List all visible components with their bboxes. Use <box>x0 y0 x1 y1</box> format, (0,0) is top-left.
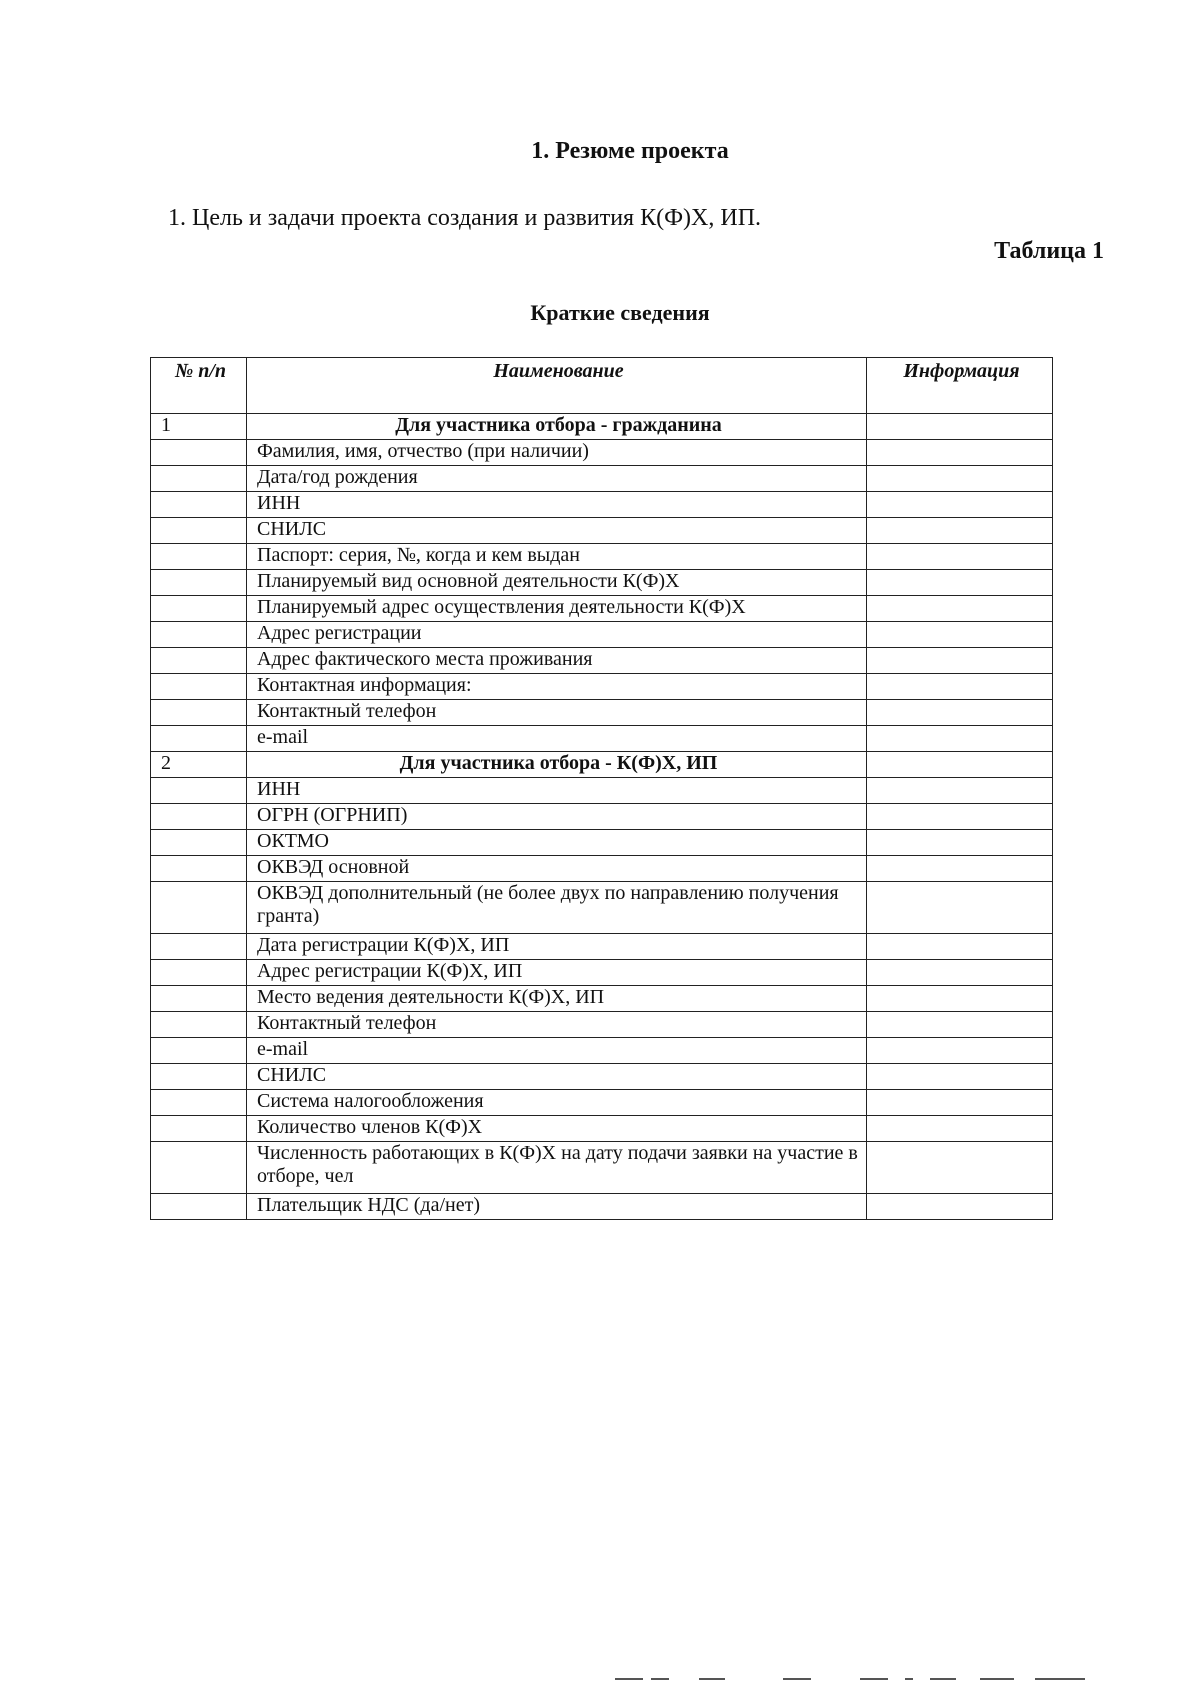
row-name-cell: ОКТМО <box>247 830 867 856</box>
table-row <box>151 570 1053 596</box>
info-cell[interactable] <box>867 804 1053 830</box>
info-cell[interactable] <box>867 752 1053 778</box>
info-cell[interactable] <box>867 778 1053 804</box>
info-cell[interactable] <box>867 414 1053 440</box>
row-number-cell <box>151 622 247 648</box>
row-number-cell <box>151 1142 247 1194</box>
group-number: 2 <box>151 752 247 778</box>
row-number-cell <box>151 986 247 1012</box>
row-number-cell <box>151 700 247 726</box>
info-cell[interactable] <box>867 1116 1053 1142</box>
row-name-cell: Контактный телефон <box>247 1012 867 1038</box>
table-row <box>151 960 1053 986</box>
header-info: Информация <box>867 358 1053 414</box>
row-number-cell <box>151 726 247 752</box>
table-row <box>151 856 1053 882</box>
info-cell[interactable] <box>867 700 1053 726</box>
row-number-cell <box>151 830 247 856</box>
table-row <box>151 1090 1053 1116</box>
table-label: Таблица 1 <box>994 238 1104 264</box>
row-name-cell: Фамилия, имя, отчество (при наличии) <box>247 440 867 466</box>
row-name-cell: Адрес регистрации К(Ф)Х, ИП <box>247 960 867 986</box>
table-row <box>151 518 1053 544</box>
summary-table <box>150 357 1053 1220</box>
row-number-cell <box>151 778 247 804</box>
info-cell[interactable] <box>867 622 1053 648</box>
row-name-cell: Дата/год рождения <box>247 466 867 492</box>
info-cell[interactable] <box>867 518 1053 544</box>
section-title: 1. Резюме проекта <box>531 138 729 164</box>
row-number-cell <box>151 440 247 466</box>
row-name-cell: e-mail <box>247 1038 867 1064</box>
info-cell[interactable] <box>867 1064 1053 1090</box>
info-cell[interactable] <box>867 440 1053 466</box>
table-row <box>151 674 1053 700</box>
goal-line: 1. Цель и задачи проекта создания и развития К(Ф)Х, ИП. <box>168 205 762 231</box>
row-number-cell <box>151 674 247 700</box>
info-cell[interactable] <box>867 1038 1053 1064</box>
table-row <box>151 986 1053 1012</box>
info-cell[interactable] <box>867 986 1053 1012</box>
table-row <box>151 778 1053 804</box>
row-name-cell: Количество членов К(Ф)Х <box>247 1116 867 1142</box>
table-row <box>151 544 1053 570</box>
info-cell[interactable] <box>867 674 1053 700</box>
scan-artifact-marks <box>615 1678 1085 1682</box>
row-name-cell: e-mail <box>247 726 867 752</box>
info-cell[interactable] <box>867 960 1053 986</box>
row-number-cell <box>151 882 247 934</box>
info-cell[interactable] <box>867 1142 1053 1194</box>
table-row <box>151 830 1053 856</box>
info-cell[interactable] <box>867 1012 1053 1038</box>
row-number-cell <box>151 492 247 518</box>
table-row <box>151 882 1053 934</box>
info-cell[interactable] <box>867 492 1053 518</box>
info-cell[interactable] <box>867 544 1053 570</box>
table-row <box>151 1038 1053 1064</box>
row-name-cell: Планируемый вид основной деятельности К(Ф)Х <box>247 570 867 596</box>
table-row <box>151 466 1053 492</box>
header-number: № п/п <box>151 358 247 414</box>
row-name-cell: Адрес регистрации <box>247 622 867 648</box>
row-name-cell: Контактная информация: <box>247 674 867 700</box>
table-row <box>151 1194 1053 1220</box>
info-cell[interactable] <box>867 726 1053 752</box>
info-cell[interactable] <box>867 648 1053 674</box>
row-name-cell: Плательщик НДС (да/нет) <box>247 1194 867 1220</box>
row-number-cell <box>151 466 247 492</box>
row-number-cell <box>151 570 247 596</box>
info-cell[interactable] <box>867 1090 1053 1116</box>
table-row <box>151 1012 1053 1038</box>
row-number-cell <box>151 1090 247 1116</box>
table-group-row <box>151 414 1053 440</box>
info-cell[interactable] <box>867 882 1053 934</box>
row-number-cell <box>151 544 247 570</box>
table-row <box>151 1116 1053 1142</box>
table-row <box>151 648 1053 674</box>
group-title: Для участника отбора - гражданина <box>247 414 867 440</box>
table-row <box>151 700 1053 726</box>
table-row <box>151 492 1053 518</box>
row-name-cell: ОГРН (ОГРНИП) <box>247 804 867 830</box>
table-row <box>151 934 1053 960</box>
row-name-cell: Контактный телефон <box>247 700 867 726</box>
group-number: 1 <box>151 414 247 440</box>
row-name-cell: Численность работающих в К(Ф)Х на дату подачи заявки на участие в отборе, чел <box>247 1142 867 1194</box>
row-number-cell <box>151 934 247 960</box>
table-group-row <box>151 752 1053 778</box>
row-name-cell: Паспорт: серия, №, когда и кем выдан <box>247 544 867 570</box>
row-number-cell <box>151 856 247 882</box>
row-name-cell: ОКВЭД основной <box>247 856 867 882</box>
row-name-cell: Дата регистрации К(Ф)Х, ИП <box>247 934 867 960</box>
info-cell[interactable] <box>867 856 1053 882</box>
info-cell[interactable] <box>867 934 1053 960</box>
row-name-cell: СНИЛС <box>247 518 867 544</box>
table-row <box>151 1064 1053 1090</box>
row-number-cell <box>151 804 247 830</box>
row-number-cell <box>151 1012 247 1038</box>
info-cell[interactable] <box>867 596 1053 622</box>
row-name-cell: Система налогообложения <box>247 1090 867 1116</box>
row-number-cell <box>151 1194 247 1220</box>
row-number-cell <box>151 648 247 674</box>
row-name-cell: Место ведения деятельности К(Ф)Х, ИП <box>247 986 867 1012</box>
table-row <box>151 596 1053 622</box>
row-name-cell: Планируемый адрес осуществления деятельности К(Ф)Х <box>247 596 867 622</box>
row-number-cell <box>151 1116 247 1142</box>
row-number-cell <box>151 1038 247 1064</box>
info-cell[interactable] <box>867 570 1053 596</box>
group-title: Для участника отбора - К(Ф)Х, ИП <box>247 752 867 778</box>
table-row <box>151 726 1053 752</box>
row-name-cell: Адрес фактического места проживания <box>247 648 867 674</box>
table-caption: Краткие сведения <box>530 300 710 325</box>
table-row <box>151 1142 1053 1194</box>
table-body <box>151 414 1053 1220</box>
table-header-row <box>151 358 1053 414</box>
info-cell[interactable] <box>867 1194 1053 1220</box>
table-row <box>151 440 1053 466</box>
info-cell[interactable] <box>867 830 1053 856</box>
row-name-cell: ИНН <box>247 492 867 518</box>
row-name-cell: ОКВЭД дополнительный (не более двух по направлению получения гранта) <box>247 882 867 934</box>
table-row <box>151 622 1053 648</box>
row-number-cell <box>151 596 247 622</box>
header-name: Наименование <box>247 358 867 414</box>
info-cell[interactable] <box>867 466 1053 492</box>
row-number-cell <box>151 1064 247 1090</box>
row-number-cell <box>151 960 247 986</box>
table-row <box>151 804 1053 830</box>
row-name-cell: СНИЛС <box>247 1064 867 1090</box>
row-name-cell: ИНН <box>247 778 867 804</box>
row-number-cell <box>151 518 247 544</box>
